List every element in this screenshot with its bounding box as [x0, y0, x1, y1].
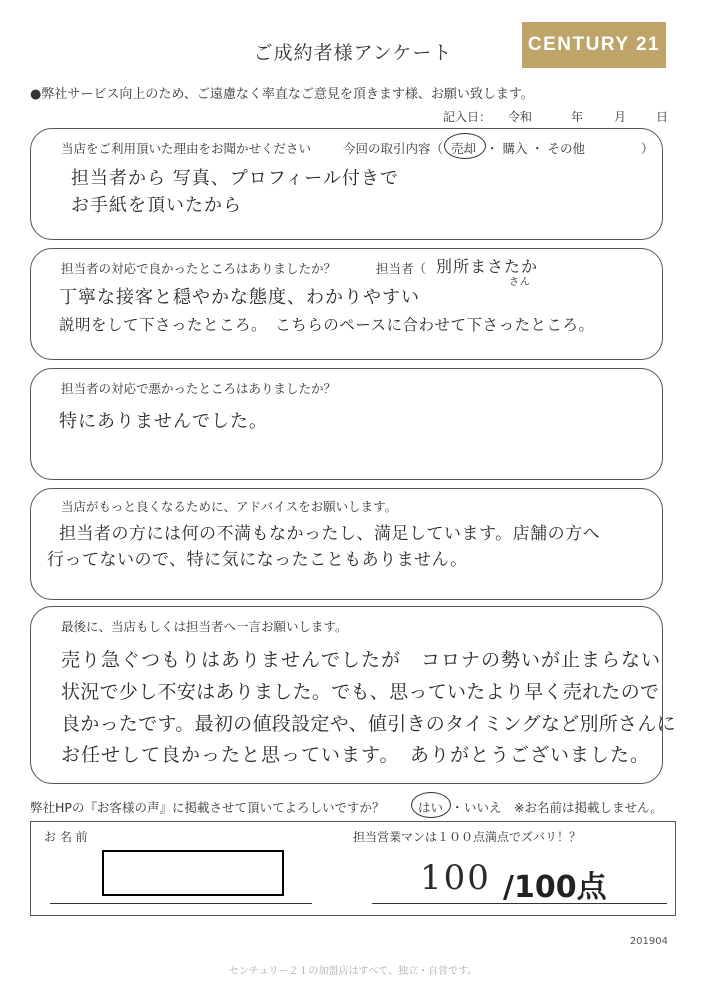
q4-answer-line-2: 行ってないので、特に気になったこともありません。 [47, 550, 468, 570]
q5-question: 最後に、当店もしくは担当者へ一言お願いします。 [61, 619, 348, 634]
date-month: 月 [614, 110, 627, 124]
publish-yes-circle [411, 792, 451, 818]
q2-staff-suffix: さん [509, 277, 531, 288]
q1-answer-line-1: 担当者から 写真、プロフィール付きで [71, 168, 399, 189]
intro-text: ●弊社サービス向上のため、ご遠慮なく率直なご意見を頂きます様、お願い致します。 [30, 87, 534, 102]
logo-text: CENTURY 21 [527, 34, 661, 55]
name-underline [50, 903, 312, 904]
q5-answer-line-1: 売り急ぐつもりはありませんでしたが コロナの勢いが止まらない [61, 649, 662, 671]
q5-answer-line-2: 状況で少し不安はありました。でも、思っていたより早く売れたので [61, 681, 660, 703]
q1-box [30, 128, 663, 240]
q3-box [30, 368, 663, 480]
publish-note: ※お名前は掲載しません。 [514, 800, 663, 815]
score-underline [372, 903, 667, 904]
q4-answer-line-1: 担当者の方には何の不満もなかったし、満足しています。店舗の方へ [59, 524, 601, 544]
q5-answer-line-4: お任せして良かったと思っています。 ありがとうございました。 [61, 744, 650, 766]
q2-question: 担当者の対応で良かったところはありましたか？ [61, 261, 337, 276]
q3-question: 担当者の対応で悪かったところはありましたか？ [61, 381, 337, 396]
q5-box [30, 606, 676, 784]
name-label: お 名 前 [44, 830, 88, 844]
date-label: 記入日： [443, 110, 492, 124]
q2-staff-label: 担当者（ [376, 261, 427, 276]
q5-answer-line-3: 良かったです。最初の値段設定や、値引きのタイミングなど別所さんに [61, 713, 676, 735]
date-year: 年 [571, 110, 584, 124]
q1-selected-circle [444, 133, 486, 159]
q1-option-buy: ・ 購入 [486, 141, 528, 156]
q2-answer-line-2: 説明をして下さったところ。 こちらのペースに合わせて下さったところ。 [59, 316, 595, 334]
q2-box [30, 248, 663, 360]
q1-question: 当店をご利用頂いた理由をお聞かせください [61, 141, 312, 156]
publish-question: 弊社HPの『お客様の声』に掲載させて頂いてよろしいですか？ [30, 800, 385, 815]
century21-logo [522, 22, 666, 68]
score-value: 100 [420, 858, 491, 898]
score-total: /100点 [503, 870, 607, 905]
survey-title: ご成約者様アンケート [253, 42, 453, 64]
name-redaction-box [102, 850, 284, 896]
q2-staff-name: 別所まさたか [436, 257, 539, 276]
footer-note: センチュリー２１の加盟店はすべて、独立・自営です。 [228, 966, 478, 977]
q2-answer-line-1: 丁寧な接客と穏やかな態度、わかりやすい [59, 287, 420, 308]
q1-transaction-label: 今回の取引内容（ [343, 141, 444, 156]
publish-yes: はい [418, 800, 444, 815]
q1-option-sell: 売却 [451, 141, 477, 156]
q3-answer-line-1: 特にありませんでした。 [59, 411, 268, 432]
q1-option-other: ・ その他 [531, 141, 585, 156]
date-era: 令和 [508, 110, 533, 124]
form-code: 201904 [629, 936, 668, 947]
q4-question: 当店がもっと良くなるために、アドバイスをお願いします。 [61, 499, 398, 514]
publish-no: いいえ [464, 800, 502, 815]
publish-separator: ・ [451, 800, 464, 815]
q4-box [30, 488, 663, 600]
q1-answer-line-2: お手紙を頂いたから [71, 195, 242, 216]
date-day: 日 [656, 110, 669, 124]
score-question: 担当営業マンは１００点満点でズバリ！？ [353, 830, 582, 844]
q1-close-paren: ） [641, 141, 654, 156]
